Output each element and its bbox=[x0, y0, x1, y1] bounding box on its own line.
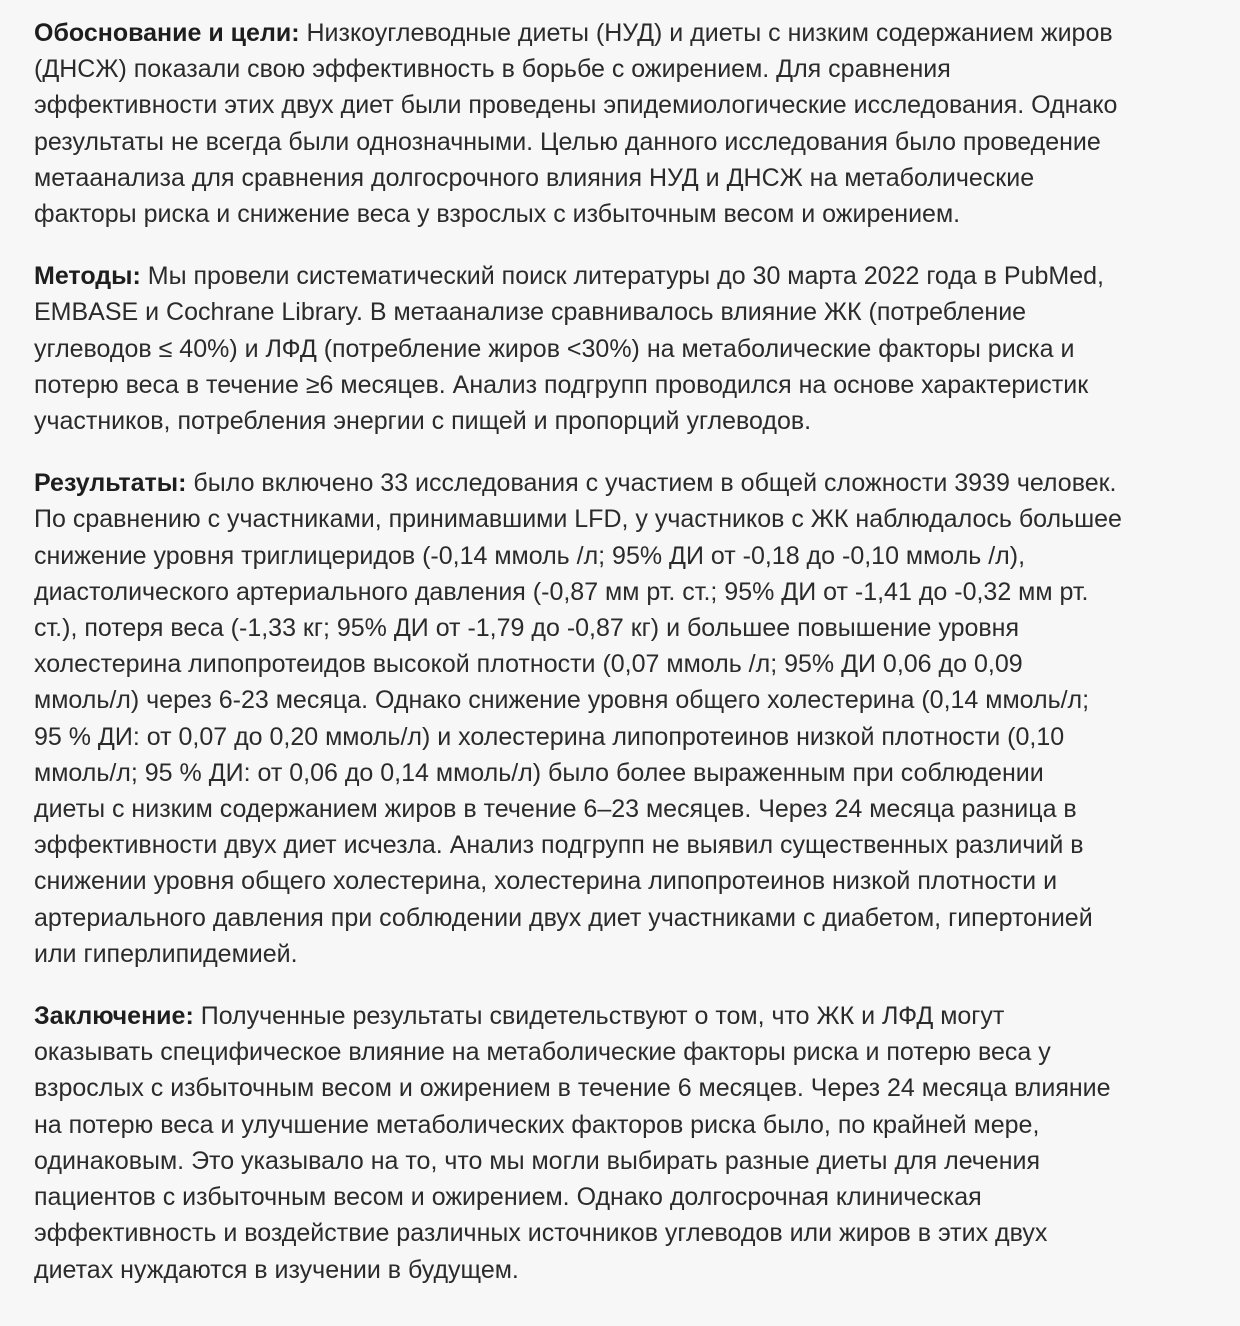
conclusion-line: на потерю веса и улучшение метаболических факторов риска было, по крайней мере, bbox=[34, 1110, 1040, 1139]
results-line: или гиперлипидемией. bbox=[34, 939, 298, 968]
methods-line: участников, потребления энергии с пищей и пропорций углеводов. bbox=[34, 407, 812, 436]
methods-line: углеводов ≤ 40%) и ЛФД (потребление жиров <30%) на метаболические факторы риска и bbox=[34, 334, 1075, 363]
methods-line: потерю веса в течение ≥6 месяцев. Анализ подгрупп проводился на основе характеристик bbox=[34, 370, 1089, 399]
results-section bbox=[34, 465, 1214, 972]
conclusion-section bbox=[34, 998, 1214, 1288]
results-line: снижение уровня триглицеридов (-0,14 ммоль /л; 95% ДИ от -0,18 до -0,10 ммоль /л), bbox=[34, 541, 1026, 570]
conclusion-heading: Заключение: bbox=[34, 1002, 194, 1031]
results-line: снижении уровня общего холестерина, холестерина липопротеинов низкой плотности и bbox=[34, 867, 1058, 896]
conclusion-line: эффективность и воздействие различных источников углеводов или жиров в этих двух bbox=[34, 1219, 1048, 1248]
conclusion-line: диетах нуждаются в изучении в будущем. bbox=[34, 1255, 519, 1284]
background-line: факторы риска и снижение веса у взрослых с избыточным весом и ожирением. bbox=[34, 200, 961, 229]
results-line: ст.), потеря веса (-1,33 кг; 95% ДИ от -1,79 до -0,87 кг) и большее повышение уровня bbox=[34, 614, 1019, 643]
background-line: эффективности этих двух диет были проведены эпидемиологические исследования. Однако bbox=[34, 91, 1118, 120]
results-line: холестерина липопротеидов высокой плотности (0,07 ммоль /л; 95% ДИ 0,06 до 0,09 bbox=[34, 650, 1023, 679]
background-section bbox=[34, 15, 1214, 232]
conclusion-line: взрослых с избыточным весом и ожирением в течение 6 месяцев. Через 24 месяца влияние bbox=[34, 1074, 1111, 1103]
methods-line: EMBASE и Cochrane Library. В метаанализе сравнивалось влияние ЖК (потребление bbox=[34, 298, 1027, 327]
results-line: ммоль/л) через 6-23 месяца. Однако снижение уровня общего холестерина (0,14 ммоль/л; bbox=[34, 686, 1090, 715]
conclusion-line: пациентов с избыточным весом и ожирением. Однако долгосрочная клиническая bbox=[34, 1183, 982, 1212]
background-line: метаанализа для сравнения долгосрочного влияния НУД и ДНСЖ на метаболические bbox=[34, 163, 1035, 192]
background-line: результаты не всегда были однозначными. Целью данного исследования было проведение bbox=[34, 127, 1101, 156]
results-line: артериального давления при соблюдении двух диет участниками с диабетом, гипертонией bbox=[34, 903, 1093, 932]
background-heading: Обоснование и цели: bbox=[34, 19, 300, 47]
conclusion-line: Полученные результаты свидетельствуют о том, что ЖК и ЛФД могут bbox=[200, 1002, 1005, 1031]
background-line: Низкоуглеводные диеты (НУД) и диеты с низким содержанием жиров bbox=[306, 19, 1113, 47]
results-line: эффективности двух диет исчезла. Анализ подгрупп не выявил существенных различий в bbox=[34, 831, 1084, 860]
abstract-document bbox=[34, 15, 1214, 1314]
results-line: было включено 33 исследования с участием в общей сложности 3939 человек. bbox=[193, 469, 1117, 498]
results-line: диеты с низким содержанием жиров в течение 6–23 месяцев. Через 24 месяца разница в bbox=[34, 795, 1077, 824]
methods-heading: Методы: bbox=[34, 262, 141, 291]
results-line: диастолического артериального давления (-0,87 мм рт. ст.; 95% ДИ от -1,41 до -0,32 мм рт. bbox=[34, 577, 1089, 606]
results-line: По сравнению с участниками, принимавшими LFD, у участников с ЖК наблюдалось большее bbox=[34, 505, 1122, 534]
methods-section bbox=[34, 258, 1214, 439]
results-heading: Результаты: bbox=[34, 469, 187, 498]
results-line: 95 % ДИ: от 0,07 до 0,20 ммоль/л) и холестерина липопротеинов низкой плотности (0,10 bbox=[34, 722, 1065, 751]
background-line: (ДНСЖ) показали свою эффективность в борьбе с ожирением. Для сравнения bbox=[34, 55, 951, 84]
conclusion-line: оказывать специфическое влияние на метаболические факторы риска и потерю веса у bbox=[34, 1038, 1051, 1067]
conclusion-line: одинаковым. Это указывало на то, что мы могли выбирать разные диеты для лечения bbox=[34, 1146, 1041, 1175]
results-line: ммоль/л; 95 % ДИ: от 0,06 до 0,14 ммоль/л) было более выраженным при соблюдении bbox=[34, 758, 1044, 787]
methods-line: Мы провели систематический поиск литературы до 30 марта 2022 года в PubMed, bbox=[147, 262, 1104, 291]
